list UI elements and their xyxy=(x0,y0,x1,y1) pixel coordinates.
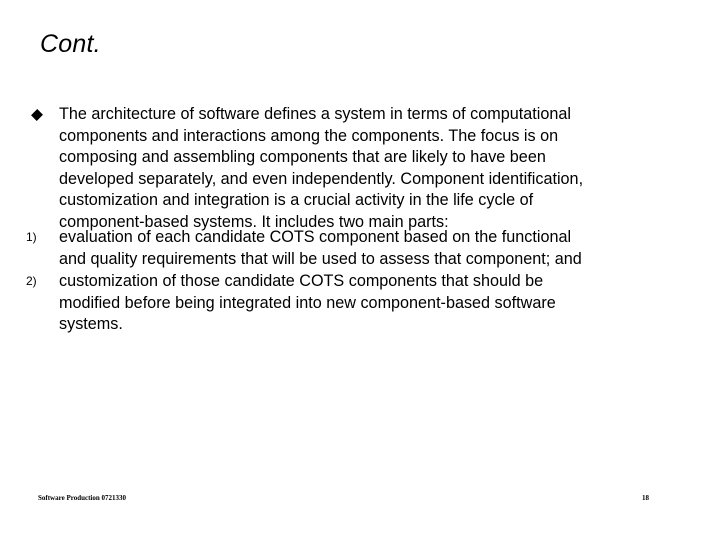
numbered-marker: 1) xyxy=(26,230,37,244)
bullet-text: The architecture of software defines a system in terms of computational components and interactions among the components. The focus is on composing and assembling components that are likely to have been developed separately, and even independently. Component identification, customization and integration is a crucial activity in the life cycle of component-based systems. It includes two main parts: xyxy=(59,105,584,231)
footer-course: Software Production 0721330 xyxy=(38,494,127,502)
numbered-text: customization of those candidate COTS components that should be modified before being integrated into new component-based software systems. xyxy=(59,272,556,333)
diamond-bullet-icon xyxy=(31,109,43,121)
slide-title: Cont. xyxy=(40,30,101,58)
footer-page-number: 18 xyxy=(642,494,649,502)
numbered-marker: 2) xyxy=(26,274,37,288)
numbered-text: evaluation of each candidate COTS component based on the functional and quality requirements that will be used to assess that component; and xyxy=(59,228,582,268)
